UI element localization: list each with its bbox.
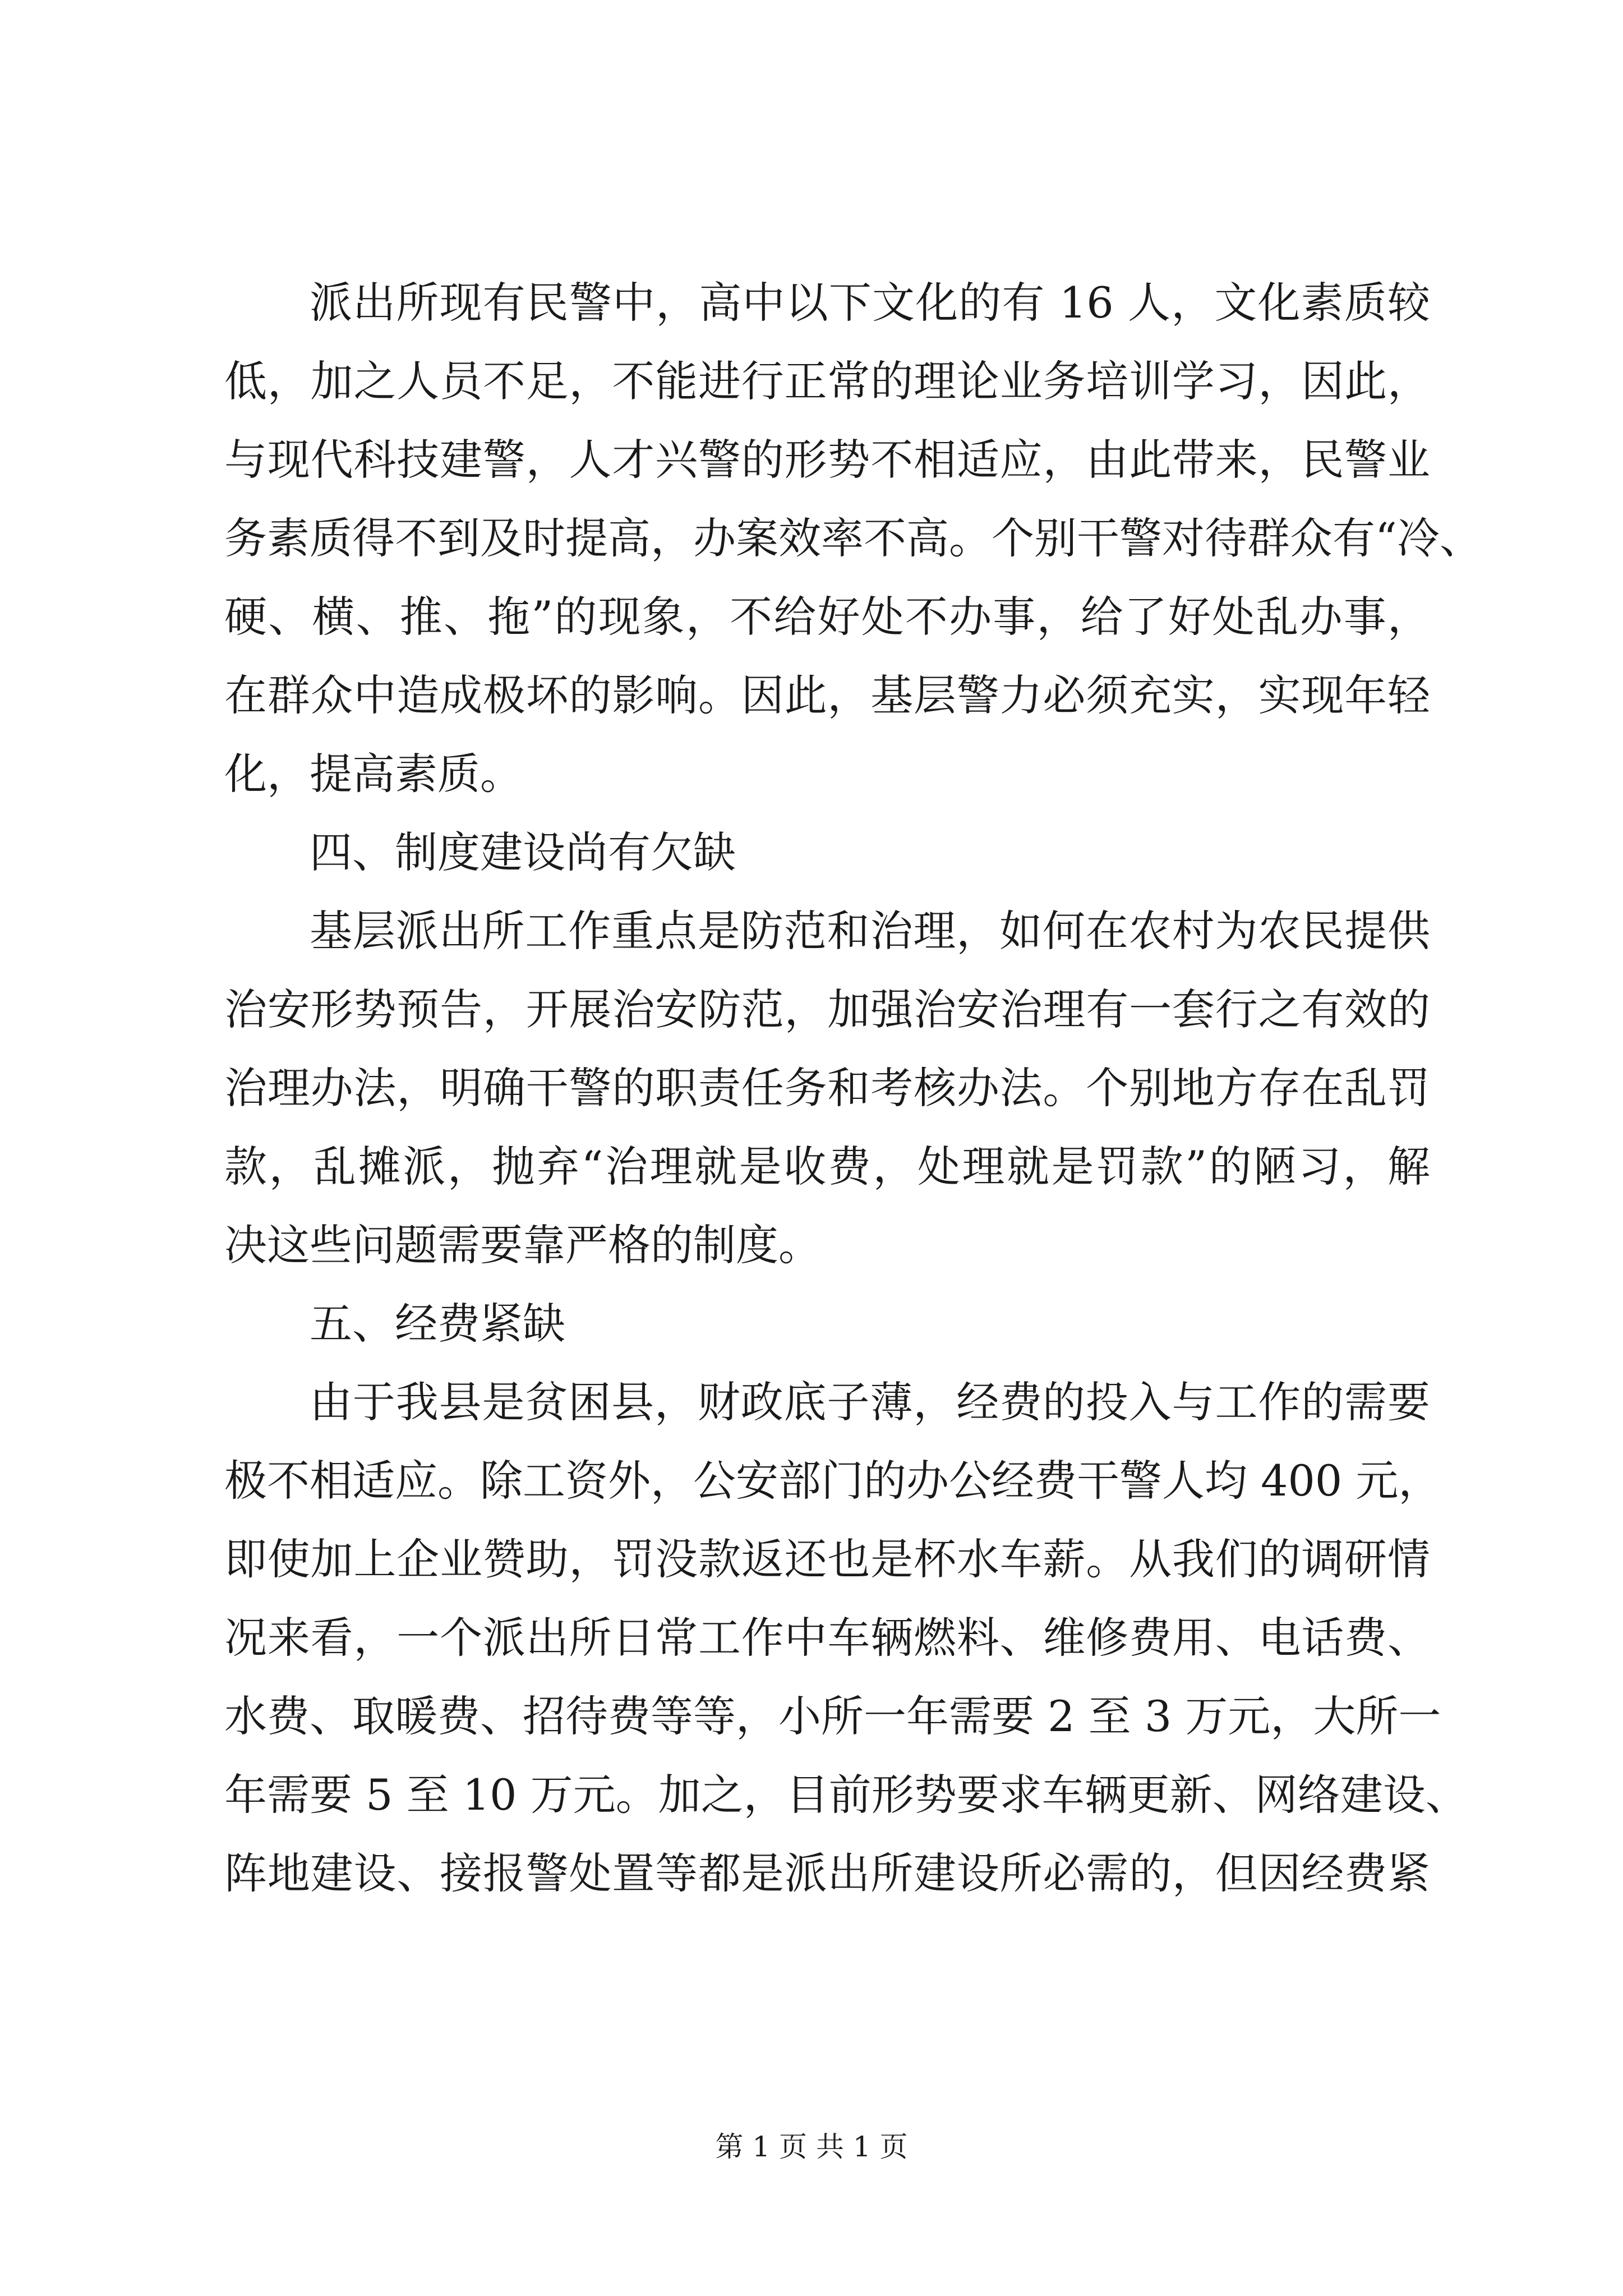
text-line-1: 派出所现有民警中，高中以下文化的有 16 人，文化素质较 (310, 278, 1430, 328)
text-line-2: 低，加之人员不足，不能进行正常的理论业务培训学习，因此， (224, 356, 1430, 406)
section-heading-5: 五、经费紧缺 (310, 1299, 565, 1349)
text-line-3: 与现代科技建警，人才兴警的形势不相适应，由此带来，民警业 (224, 435, 1430, 485)
text-line-19: 水费、取暖费、招待费等等，小所一年需要 2 至 3 万元，大所一 (224, 1691, 1441, 1741)
text-line-20: 年需要 5 至 10 万元。加之，目前形势要求车辆更新、网络建设、 (224, 1770, 1468, 1820)
page-footer (0, 2127, 1623, 2166)
text-line-5: 硬、横、推、拖”的现象，不给好处不办事，给了好处乱办事， (224, 592, 1430, 642)
text-line-13: 决这些问题需要靠严格的制度。 (224, 1220, 821, 1270)
text-line-18: 况来看，一个派出所日常工作中车辆燃料、维修费用、电话费、 (224, 1613, 1430, 1663)
text-line-11: 治理办法，明确干警的职责任务和考核办法。个别地方存在乱罚 (224, 1063, 1430, 1113)
page-number-label: 第 1 页 共 1 页 (715, 2131, 908, 2163)
text-line-21: 阵地建设、接报警处置等都是派出所建设所必需的，但因经费紧 (224, 1848, 1430, 1898)
text-line-10: 治安形势预告，开展治安防范，加强治安治理有一套行之有效的 (224, 984, 1430, 1034)
section-heading-4: 四、制度建设尚有欠缺 (310, 827, 736, 877)
text-line-12: 款，乱摊派，抛弃“治理就是收费，处理就是罚款”的陋习，解 (224, 1142, 1430, 1191)
text-line-15: 由于我县是贫困县，财政底子薄，经费的投入与工作的需要 (310, 1377, 1430, 1427)
text-line-16: 极不相适应。除工资外，公安部门的办公经费干警人均 400 元， (224, 1456, 1441, 1506)
text-line-7: 化，提高素质。 (224, 749, 523, 799)
text-line-6: 在群众中造成极坏的影响。因此，基层警力必须充实，实现年轻 (224, 670, 1430, 720)
text-line-9: 基层派出所工作重点是防范和治理，如何在农村为农民提供 (310, 906, 1430, 956)
text-line-17: 即使加上企业赞助，罚没款返还也是杯水车薪。从我们的调研情 (224, 1534, 1430, 1584)
text-line-4: 务素质得不到及时提高，办案效率不高。个别干警对待群众有“冷、 (224, 513, 1482, 563)
